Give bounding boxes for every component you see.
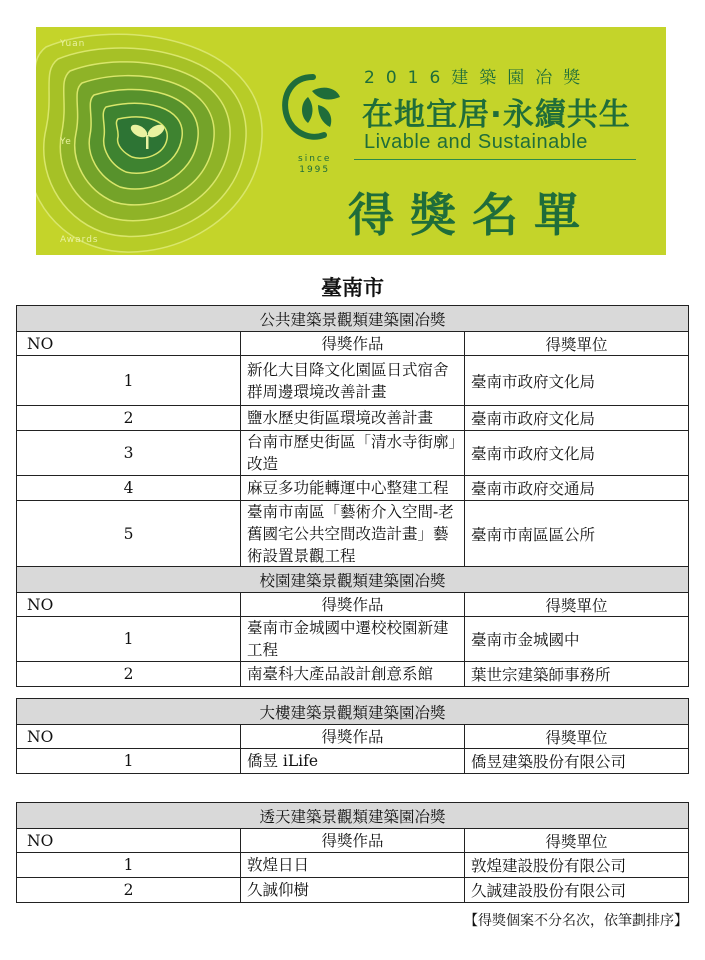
award-table-highrise [16,698,689,774]
table-row: 5 臺南市南區「藝術介入空間-老舊國宅公共空間改造計畫」藝術設置景觀工程 臺南市南區區公所 [17,501,689,568]
table-row: 2 鹽水歷史街區環境改善計畫 臺南市政府文化局 [17,406,689,431]
col-header-unit: 得獎單位 [465,829,689,853]
table-row: 4 麻豆多功能轉運中心整建工程 臺南市政府交通局 [17,476,689,501]
col-header-unit: 得獎單位 [465,725,689,749]
side-label-yuan: Yuan [60,39,86,49]
category-title: 透天建築景觀類建築園冶獎 [17,803,689,829]
col-header-no: NO [17,332,241,356]
category-title: 校園建築景觀類建築園冶獎 [17,567,689,593]
category-title: 大樓建築景觀類建築園冶獎 [17,699,689,725]
table-row: 2 南臺科大產品設計創意系館 葉世宗建築師事務所 [17,662,689,687]
award-table-campus [16,566,689,687]
side-label-awards: Awards [60,235,99,245]
col-header-no: NO [17,725,241,749]
col-header-unit: 得獎單位 [465,593,689,617]
banner-subtitle: Livable and Sustainable [364,131,588,153]
award-list-title: 得獎名單 [348,188,596,242]
award-banner [36,27,666,255]
table-row: 3 台南市歷史街區「清水寺街廓」改造 臺南市政府文化局 [17,431,689,476]
city-heading: 臺南市 [321,275,384,300]
col-header-no: NO [17,829,241,853]
col-header-work: 得獎作品 [241,593,465,617]
since-year: 1995 [299,165,331,175]
banner-main-title: 在地宜居·永續共生 [362,97,631,133]
ranking-note: 【得獎個案不分名次，依筆劃排序】 [464,913,688,929]
table-row: 1 臺南市金城國中遷校校園新建工程 臺南市金城國中 [17,617,689,662]
banner-divider [354,159,636,160]
award-table-public [16,305,689,568]
col-header-work: 得獎作品 [241,332,465,356]
col-header-no: NO [17,593,241,617]
award-table-townhouse [16,802,689,903]
table-row: 1 新化大目降文化園區日式宿舍群周邊環境改善計畫 臺南市政府文化局 [17,356,689,406]
yuanye-leaf-logo [278,69,348,145]
table-row: 1 敦煌日日 敦煌建設股份有限公司 [17,853,689,878]
category-title: 公共建築景觀類建築園冶獎 [17,306,689,332]
col-header-work: 得獎作品 [241,829,465,853]
banner-year-title: 2016建築園冶獎 [364,68,592,88]
col-header-unit: 得獎單位 [465,332,689,356]
side-label-ye: Ye [60,137,72,147]
col-header-work: 得獎作品 [241,725,465,749]
table-row: 1 僑昱 iLife 僑昱建築股份有限公司 [17,749,689,774]
table-row: 2 久誠仰樹 久誠建設股份有限公司 [17,878,689,903]
since-label: since 1995 [298,154,332,175]
